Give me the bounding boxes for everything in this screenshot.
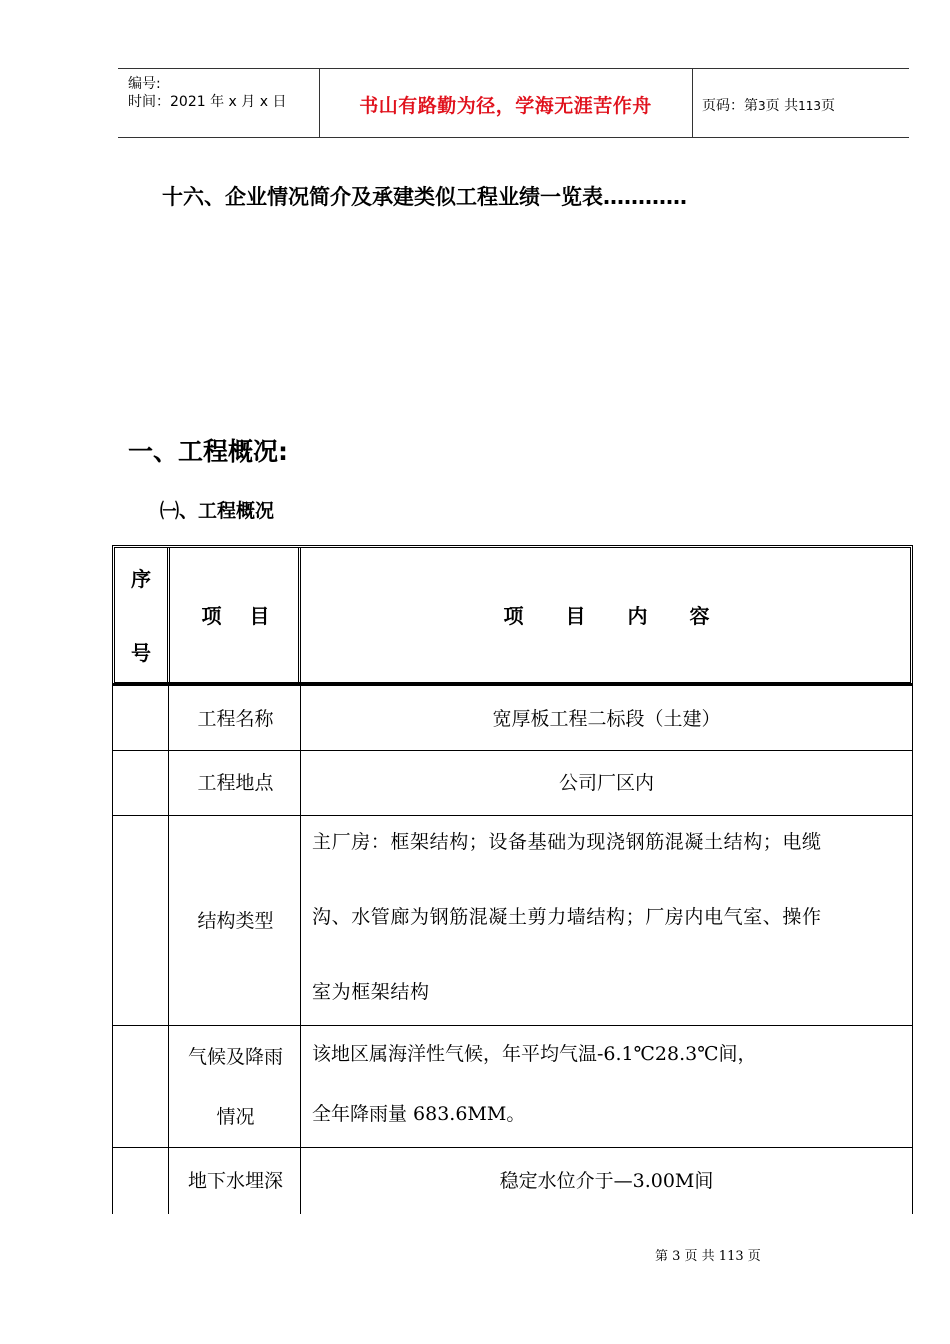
table-rule [912,685,913,1214]
header-motto: 书山有路勤为径，学海无涯苦作舟 [359,95,652,117]
paragraph-line: 主厂房：框架结构；设备基础为现浇钢筋混凝土结构；电缆 [312,831,822,853]
row-value-paragraph [312,1024,907,1144]
header-content: 项目内容 [503,604,752,628]
page-number: 3 [758,99,766,113]
page-suffix: 页 [821,98,835,114]
paragraph-line: 室为框架结构 [312,981,430,1003]
row-value: 公司厂区内 [558,772,654,794]
table-rule [168,685,169,1214]
row-value: 稳定水位介于—3.00M间 [499,1170,714,1192]
row-label: 结构类型 [197,910,274,932]
row-value: 宽厚板工程二标段（土建） [492,708,721,730]
header-seq-top: 序 [131,567,151,591]
paragraph-line: 沟、水管廊为钢筋混凝土剪力墙结构；厂房内电气室、操作 [312,906,822,928]
table-rule [112,685,113,1214]
subsection-heading: ㈠、工程概况 [160,500,275,522]
row-label: 气候及降雨 [187,1046,283,1068]
table-rule [167,548,170,684]
page-footer: 第 3 页 共 113 页 [655,1249,761,1264]
header-item: 项目 [201,604,298,628]
header-seq-bottom: 号 [131,641,151,665]
row-label: 地下水埋深 [187,1170,283,1192]
table-rule [112,683,913,686]
time-label: 时间：2021 年 x 月 x 日 [128,94,287,110]
row-label: 情况 [216,1106,255,1128]
table-rule [300,685,301,1214]
row-value-paragraph [312,805,907,1030]
paragraph-line: 该地区属海洋性气候，年平均气温-6.1℃28.3℃间， [312,1043,757,1065]
header-divider [692,69,693,137]
page-total: 113 [798,99,821,113]
row-label: 工程地点 [197,772,274,794]
serial-label: 编号: [128,76,161,92]
table-rule [112,750,913,751]
page-mid: 页 共 [765,98,799,114]
section-heading: 一、工程概况: [128,437,288,466]
table-rule [112,1147,913,1148]
toc-line: 十六、企业情况简介及承建类似工程业绩一览表………… [162,185,687,209]
header-page-info [702,95,835,115]
paragraph-line: 全年降雨量 683.6MM。 [312,1103,526,1125]
page-header [118,68,909,138]
row-label: 工程名称 [197,708,274,730]
page-prefix: 页码：第 [702,98,758,114]
